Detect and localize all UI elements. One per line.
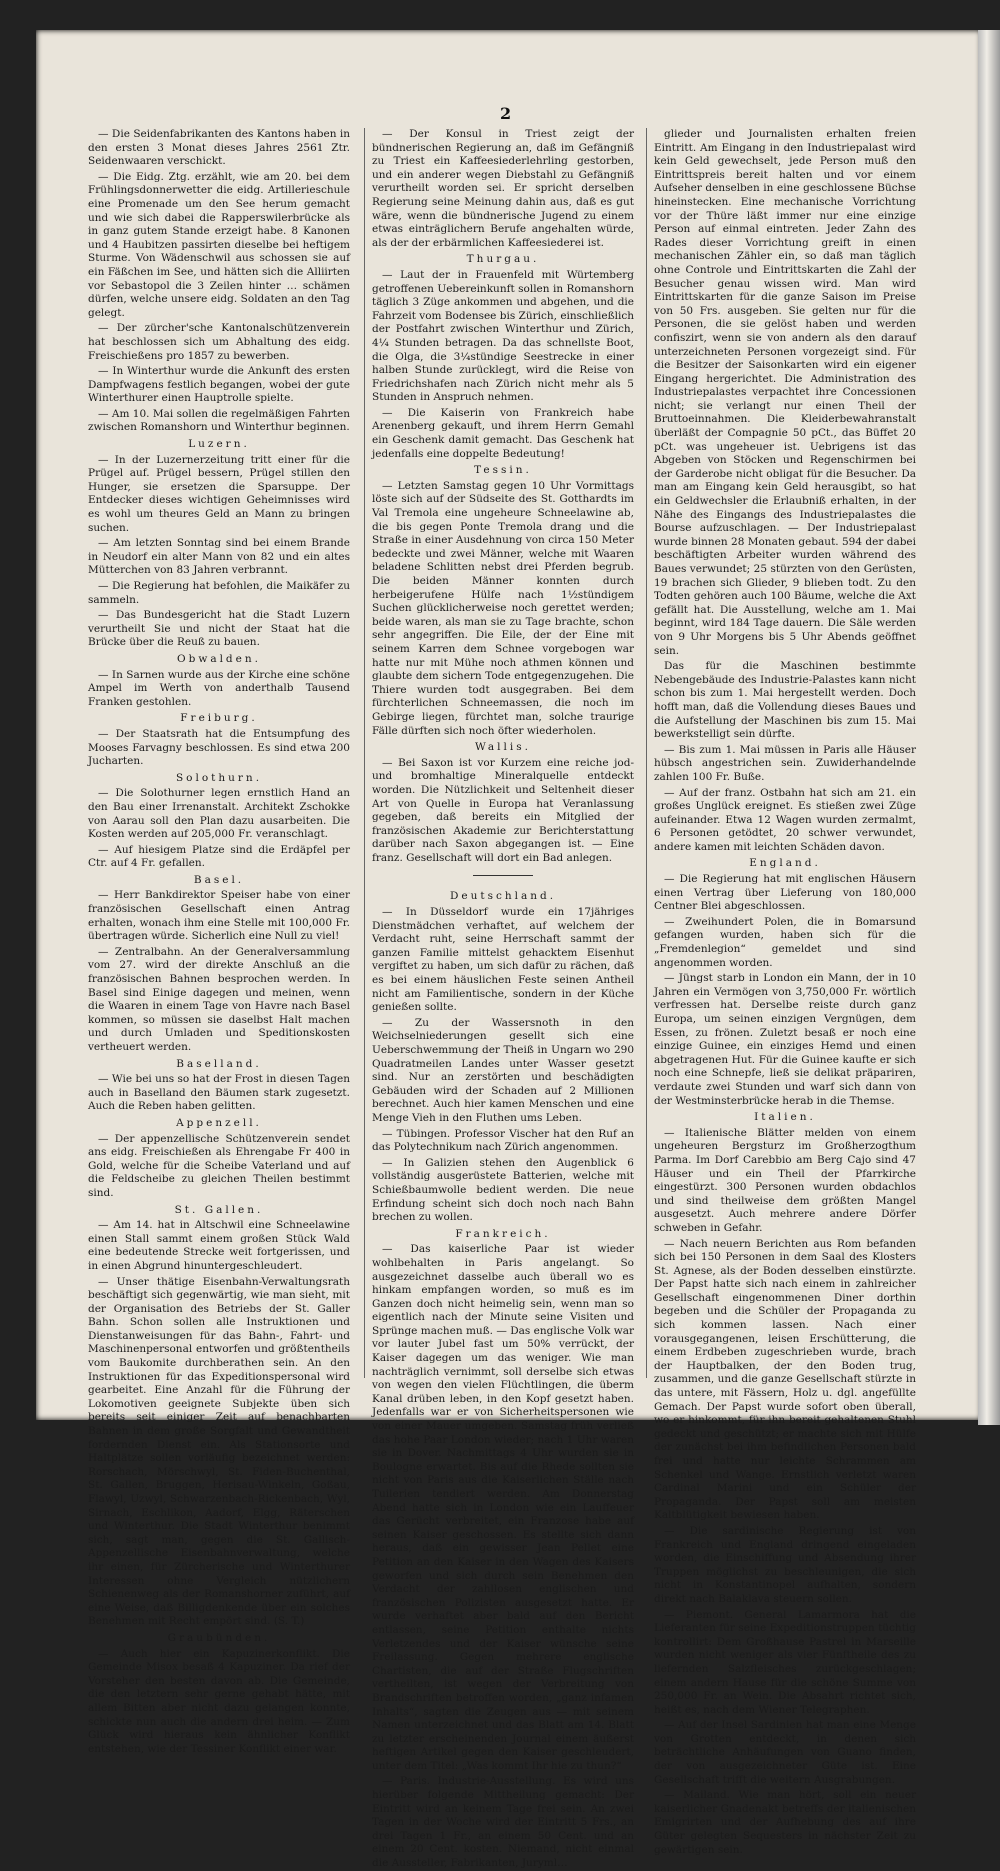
section-heading: England.: [749, 857, 821, 870]
article-paragraph: — Laut der in Frauenfeld mit Würtemberg getroffenen Uebereinkunft sollen in Romanshorn täglich 3 Züge ankommen und abgehen, und die Fahrzeit vom Bodensee bis Zürich, einschließlich der Postfahrt zwischen Winterthur und Zürich, 4¼ Stunden betragen. Da das schnellste Boot, die Olga, die 3¼stündige Seestrecke in einer halben Stunde zurücklegt, wird die Reise von Friedrichshafen nach Zürich nicht mehr als 5 Stunden in Anspruch nehmen.: [372, 268, 634, 404]
article-paragraph: — Die Seidenfabrikanten des Kantons haben in den ersten 3 Monat dieses Jahres 2561 Ztr. Seidenwaaren verschickt.: [88, 128, 350, 168]
section-heading: Basel.: [193, 873, 245, 886]
column-3: [654, 128, 916, 1856]
article-paragraph: — Mailand. Wie man hört, soll ein neuer kaiserlicher Gnadenakt betreffs der italienischen Emigrirten und der Aufhebung des auf ihre Güter gelegten Sequesters in nächster Zeit zu gewärtigen sein.: [654, 1789, 916, 1856]
section-heading: Obwalden.: [177, 652, 261, 665]
column-divider-2: [646, 128, 647, 1378]
article-paragraph: — In Winterthur wurde die Ankunft des ersten Dampfwagens festlich begangen, wobei der gute Winterthurer einen Hauptrolle spielte.: [88, 365, 350, 405]
section-heading: Baselland.: [176, 1057, 262, 1070]
article-paragraph: — Bei Saxon ist vor Kurzem eine reiche jod- und bromhaltige Mineralquelle entdeckt worden. Die Nützlichkeit und Seltenheit dieser Art von Quelle in Europa hat Veranlassung gegeben, daß bereits ein Mitglied der französischen Akademie zur Berichterstattung darüber nach Saxon abgegangen ist. — Eine franz. Gesellschaft will dort ein Bad anlegen.: [372, 756, 634, 864]
article-paragraph: — Am 14. hat in Altschwil eine Schneelawine einen Stall sammt einem großen Stück Wald eine bedeutende Strecke weit fortgerissen, und in einen Abgrund hinuntergeschleudert.: [88, 1219, 350, 1272]
article-paragraph: — Auch hier ein Kapuzinerkonflikt. Die Gemeinde Misox besaß 4 Kapuziner. Da rief der Vorsteher den besten davon ab. Die Gemeinde, die den letztern sehr gerne gehabt hätte, mit allem Bitten aber nicht dazu gelangen konnte, schickte nun auch die andern drei heim. — Zum Glück wird hieraus kein ähnlicher Konflikt entstehen, wie der Tessiner Konflikt einer war.: [88, 1647, 350, 1755]
article-paragraph: — In der Luzernerzeitung tritt einer für die Prügel auf. Prügel bessern, Prügel stillen den Hunger, sie ersetzen die Sparsuppe. Der Entdecker dieses wichtigen Geheimnisses wird es wohl um theures Geld an Mann zu bringen suchen.: [88, 453, 350, 534]
article-paragraph: — Das Bundesgericht hat die Stadt Luzern verurtheilt Sie und nicht der Staat hat die Brücke über die Reuß zu bauen.: [88, 609, 350, 649]
section-heading: Luzern.: [188, 438, 250, 451]
article-paragraph: — Die sardinische Regierung ist von Frankreich und England dringend eingeladen worden, die Einschiffung und Absendung ihrer Truppen möglichst zu beschleunigen, die sich nicht in Konstantinopel aufhalten, sondern direkt nach Balaklava steuern sollen.: [654, 1524, 916, 1605]
article-paragraph: — Auf der franz. Ostbahn hat sich am 21. ein großes Unglück ereignet. Es stießen zwei Züge aufeinander. Etwa 12 Wagen wurden zermalmt, 6 Personen getödtet, 20 schwer verwundet, andere kamen mit leichten Schäden davon.: [654, 786, 916, 853]
article-paragraph: — Der Staatsrath hat die Entsumpfung des Mooses Farvagny beschlossen. Es sind etwa 200 Jucharten.: [88, 727, 350, 768]
article-paragraph: — In Düsseldorf wurde ein 17jähriges Dienstmädchen verhaftet, auf welchem der Verdacht ruht, seine Herrschaft sammt der ganzen Familie mittelst gehacktem Eisenhut vergiftet zu haben, um sich dafür zu rächen, daß es bei einem häuslichen Feste seinen Antheil nicht am Familientische, sondern in der Küche genießen sollte.: [372, 906, 634, 1014]
article-paragraph: — Wie bei uns so hat der Frost in diesen Tagen auch in Baselland den Bäumen stark zugesetzt. Auch die Reben haben gelitten.: [88, 1073, 350, 1113]
article-paragraph: — Piemont. General Lamarmora hat die Lieferanten für seine Expeditionstruppen tüchtig kontrollirt: Dem Großhause Pastrel in Marseille wurden nicht weniger als vier Fünftheile des zu liefernden Salzfleisches zurückgeschlagen; einem andern Hause für die schöne Summe von 250,000 Fr. an Wein. Die Absahrt richtet sich, heißt es, nach dem Wiener Telegraphen.: [654, 1608, 916, 1716]
article-paragraph: — Der zürcher'sche Kantonalschützenverein hat beschlossen sich um Abhaltung des eidg. Freischießens pro 1857 zu bewerben.: [88, 322, 350, 362]
article-paragraph: — Zu der Wassersnoth in den Weichselniederungen gesellt sich eine Ueberschwemmung der Theiß in Ungarn wo 290 Quadratmeilen Landes unter Wasser gesetzt sind. Nur an zerstörten und beschädigten Gebäuden wird der Schaden auf 2 Millionen berechnet. Auch hier kamen Menschen und eine Menge Vieh in den Fluthen ums Leben.: [372, 1016, 634, 1124]
article-paragraph: — Herr Bankdirektor Speiser habe von einer französischen Gesellschaft einen Antrag erhalten, wonach ihm eine Stelle mit 100,000 Fr. übertragen würde. Sicherlich eine Null zu viel!: [88, 889, 350, 943]
article-paragraph: — Zentralbahn. An der Generalversammlung vom 27. wird der direkte Anschluß an die französischen Bahnen besprochen werden. In Basel sind Einige dagegen und meinen, wenn die Waaren in einem Tage von Havre nach Basel kommen, so müssen sie daselbst Halt machen und durch Umladen und Speditionskosten vertheuert werden.: [88, 945, 350, 1053]
section-heading: Appenzell.: [176, 1116, 262, 1129]
section-heading: Wallis.: [475, 741, 531, 754]
article-paragraph: — Paris. Industrie-Ausstellung. Es wird uns hierüber folgende Mittheilung gemacht: Der Eintritt wird an keinem Tage frei sein. An zwei Tagen in der Woche wird der Eintritt 5 Frs., an drei Tagen 1 Fr., an einem 50 Cent. und an einem 20 Cent. kosten. Niemand, nicht einmal die Aussteller, Fabrikanten, Juryml…: [372, 1775, 634, 1870]
article-paragraph: — Jüngst starb in London ein Mann, der in 10 Jahren ein Vermögen von 3,750,000 Fr. wörtlich verfressen hat. Derselbe reiste durch ganz Europa, um seinen einzigen Vergnügen, dem Essen, zu frönen. Zuletzt besaß er noch eine einzige Guinee, ein einziges Hemd und einen abgetragenen Hut. Für die Guinee kaufte er sich noch eine Schnepfe, ließ sie delikat präpariren, verdaute zwei Stunden und warf sich dann von der Westminsterbrücke herab in die Themse.: [654, 972, 916, 1107]
article-paragraph: — Italienische Blätter melden von einem ungeheuren Bergsturz im Großherzogthum Parma. Im Dorf Carebbio am Berg Cajo sind 47 Häuser und ein Theil der Pfarrkirche eingestürzt. 300 Personen wurden obdachlos und sind theilweise dem größten Mangel ausgesetzt. Auch mehrere andere Dörfer schweben in Gefahr.: [654, 1126, 916, 1234]
article-paragraph: — In Galizien stehen den Augenblick 6 vollständig ausgerüstete Batterien, welche mit Schießbaumwolle bedient werden. Die neue Erfindung scheint sich doch noch nach Bahn brechen zu wollen.: [372, 1156, 634, 1224]
article-paragraph: — Nach neuern Berichten aus Rom befanden sich bei 150 Personen in dem Saal des Klosters St. Agnese, als der Boden desselben einstürzte. Der Papst hatte sich nach einem in zahlreicher Gesellschaft eingenommenen Diner dorthin begeben und die Schüler der Propaganda zu sich kommen lassen. Nach einer vorausgegangenen, leisen Erschütterung, die einem Erdbeben zugeschrieben wurde, brach der Hauptbalken, der den Boden trug, zusammen, und die ganze Gesellschaft stürzte in das untere, mit Fässern, Holz u. dgl. angefüllte Gemach. Der Papst wurde sofort oben überall, wo er hinkommt, für ihn bereit gehaltenen Stuhl gedeckt und geschützt; er machte sich mit Hülfe der zunächst bei ihm befindlichen Personen bald frei und hatte nur leichte Schrammen am Schenkel und Wange. Ernstlich verletzt waren Cardinal Marini und ein Schüler der Propaganda. Der Papst soll am meisten Kaltblütigkeit bewiesen haben.: [654, 1237, 916, 1522]
section-rule: [473, 875, 533, 876]
article-paragraph: — Das kaiserliche Paar ist wieder wohlbehalten in Paris angelangt. So ausgezeichnet dasselbe auch überall wo es hinkam empfangen worden, so muß es im Ganzen doch nicht heimelig sein, wenn man so eigentlich nach der Minute seine Visiten und Sprünge machen muß. — Das englische Volk war vor lauter Jubel fast um 50% verrückt, der Kaiser dagegen um das weniger. Wie man nachträglich vernimmt, soll derselbe sich etwas von wegen den vielen Flüchtlingen, die überm Kanal drüben leben, in den Kopf gesetzt haben. Jedenfalls war er von Sicherheitspersonen wie von einer Mauer umgeben. Samstag früh verließ das hohe Paar London wieder; nach 1 Uhr waren sie in Dover. Nachmittags 4 Uhr wurden sie in Boulogne erwartet. Bis auf die Rhede sollten sie nicht von Paris aus die Kaiserlichen Ställe nach Tuilerien tendiert werden. Am Donnerstag Abend hatte sich in London wie ein Lauffeuer das Gerücht verbreitet, ein Franzose habe auf seinen Kaiser geschossen. Es stellte sich dann heraus, daß ein gewisser Jean Pellet eine Petition an den Kaiser in den Wagen des Kaisers geworfen und sich durch sein Benehmen den Verdacht der zahllosen englischen und französischen Polizisten ausgesetzt hatte. Er wurde verhaftet aber bald auf den Bericht entlassen, seine Petition enthalte nichts Verletzendes und der Kaiser wünsche seine Freilassung. Gegen mehrere englische Chartisten, die auf der Straße Flugschriften vertheilten, ist wegen der Verbreitung von Brandschriften betroffen worden, „ganz infamen Inhalts“, sagten die Zeugen aus — mit seinem Namen unterzeichnet und das Blatt am 14. Blatt zu letzter erscheinenden Journal einem äußerst heftigen Artikel gegen den Kaiser geschleudert, unter dem Titel: „Was kommt Ihr hie zu thun?“: [372, 1243, 634, 1772]
article-paragraph: — Am letzten Sonntag sind bei einem Brande in Neudorf ein alter Mann von 82 und ein altes Mütterchen von 83 Jahren verbrannt.: [88, 537, 350, 577]
article-paragraph: Das für die Maschinen bestimmte Nebengebäude des Industrie-Palastes kann nicht schon bis zum 1. Mai hergestellt werden. Doch hofft man, daß die Vollendung dieses Baues und die Aufstellung der Maschinen bis zum 15. Mai bewerkstelligt sein dürfte.: [654, 660, 916, 741]
article-paragraph: — In Sarnen wurde aus der Kirche eine schöne Ampel im Werth von anderthalb Tausend Franken gestohlen.: [88, 668, 350, 708]
article-paragraph: — Der appenzellische Schützenverein sendet ans eidg. Freischießen als Ehrengabe Fr 400 in Gold, welche für die Scheibe Vaterland und auf die Feldscheibe zu gleichen Theilen bestimmt sind.: [88, 1132, 350, 1199]
section-heading: Deutschland.: [449, 890, 557, 903]
page-edge: [978, 30, 1000, 1425]
article-paragraph: — Zweihundert Polen, die in Bomarsund gefangen wurden, haben sich für die „Fremdenlegion“ gemeldet und sind angenommen worden.: [654, 915, 916, 969]
article-paragraph: — Auf hiesigem Platze sind die Erdäpfel per Ctr. auf 4 Fr. gefallen.: [88, 843, 350, 870]
article-paragraph: — Die Eidg. Ztg. erzählt, wie am 20. bei dem Frühlingsdonnerwetter die eidg. Artillerieschule eine Promenade um den See herum gemacht und wie sich dabei die Rapperswilerbrücke als in ganz gutem Stande erzeigt habe. 8 Kanonen und 4 Haubitzen passirten dieselbe bei heftigem Sturme. Von Wädenschwil aus schossen sie auf ein Fäßchen im See, und hätten sich die Alliirten vor Sebastopol die 3 Zeilen hinter … schämen dürfen, welche unsere eidg. Soldaten an den Tag gelegt.: [88, 170, 350, 319]
article-paragraph: — Die Regierung hat mit englischen Häusern einen Vertrag über Lieferung von 180,000 Centner Blei abgeschlossen.: [654, 873, 916, 913]
article-paragraph: — Unser thätige Eisenbahn-Verwaltungsrath beschäftigt sich gegenwärtig, wie man sieht, mit der Organisation des Betriebs der St. Galler Bahn. Schon sollen alle Instruktionen und Dienstanweisungen für das Bahn-, Fahrt- und Maschinenpersonal entworfen und größtentheils vom Baukomite durchberathen sein. An den Instruktionen für das Expeditionspersonal wird gearbeitet. Eine Anzahl für die Führung der Lokomotiven geeignete Subjekte üben sich bereits seit einiger Zeit auf benachbarten Bahnen in dem große Sorgfalt und Gewandtheit fordernden Dienst ein. Als Stationsorte und Haltplätze sollen vorläufig bezeichnet werden: Rorschach, Mörschwyl, St. Fiden-Buchenthal, St. Gallen, Bruggen, Herisau-Winkeln, Goßau, Flawyl, Uzwyl, Schwarzenbach-Rickenbach, Wyl, Sirnach, Eschlikon, Aadorf, Elgg, Räterschen und Winterthur. Die Stadt Winterthur benimmt sich, sagt man, gegen die St. Gallisch-Appenzellische Eisenbahnverwaltung, welche ihr einen, für Zürcherische und Winterthurer Interessen ohne Vergleich nützlichern Schienenweg als der Romanshorner zuführt, auf eine Weise, daß Billigdenkende über ein solches Benehmen mit Recht empört sind. (S. T.): [88, 1275, 350, 1628]
article-paragraph: — Die Regierung hat befohlen, die Maikäfer zu sammeln.: [88, 580, 350, 606]
article-paragraph: — Die Solothurner legen ernstlich Hand an den Bau einer Irrenanstalt. Architekt Zschokke von Aarau soll den Plan dazu ausarbeiten. Die Kosten werden auf 205,000 Fr. veranschlagt.: [88, 787, 350, 841]
column-divider-1: [364, 128, 365, 1378]
page-number: 2: [500, 104, 512, 123]
article-paragraph: — Der Konsul in Triest zeigt der bündnerischen Regierung an, daß im Gefängniß zu Triest ein Kaffeesiederlehrling gestorben, und ein anderer wegen Diebstahl zu Gefängniß verurtheilt worden sei. Er spricht derselben Regierung seine Meinung dahin aus, daß es gut wäre, wenn die bündnerische Jugend zu einem etwas einträglichern Berufe angehalten würde, als der der erbärmlichen Kaffeesiederei ist.: [372, 128, 634, 249]
article-paragraph: — Tübingen. Professor Vischer hat den Ruf an das Polytechnikum nach Zürich angenommen.: [372, 1127, 634, 1154]
article-paragraph: — Letzten Samstag gegen 10 Uhr Vormittags löste sich auf der Südseite des St. Gotthardts im Val Tremola eine ungeheure Schneelawine ab, die bis gegen Ponte Tremola drang und die Straße in einer Ausdehnung von circa 150 Meter bedeckte und zwei Männer, welche mit Waaren beladene Schlitten nebst drei Pferden begrub. Die beiden Männer konnten durch herbeigerufene Hülfe nach 1½stündigem Suchen glücklicherweise noch gerettet werden; beide waren, als man sie zu Tage brachte, schon sehr angegriffen. Die Eile, der der Eine mit seinem Karren dem Schnee vorgebogen war hatte nur mit Mühe noch athmen können und glaubte dem sichern Tode entgegenzugehen. Die Thiere wurden todt ausgegraben. Bei dem fürchterlichen Schneemassen, die noch im Gebirge liegen, fürchtet man, solche traurige Fälle dürften sich noch öfter wiederholen.: [372, 479, 634, 737]
section-heading: Graubünden.: [167, 1631, 271, 1644]
column-2: [372, 128, 634, 1870]
article-paragraph: — Die Kaiserin von Frankreich habe Arenenberg gekauft, und ihrem Herrn Gemahl ein Geschenk damit gemacht. Das Geschenk hat jedenfalls eine doppelte Bedeutung!: [372, 406, 634, 460]
section-heading: Tessin.: [474, 464, 532, 477]
column-1: [88, 128, 350, 1755]
section-heading: Italien.: [754, 1111, 816, 1124]
section-heading: Thurgau.: [466, 253, 540, 266]
section-heading: Solothurn.: [175, 771, 263, 784]
article-paragraph: glieder und Journalisten erhalten freien Eintritt. Am Eingang in den Industriepalast wird kein Geld gewechselt, jede Person muß den Eintrittspreis bereit halten und vor einem Aufseher denselben in eine geschlossene Büchse hineinstecken. Eine mechanische Vorrichtung vor der Thüre läßt immer nur eine einzige Person auf einmal eintreten. Jeder Zahn des Rades dieser Vorrichtung greift in einen mechanischen Zähler ein, so daß man täglich ohne Controle und Eintrittskarten die Zahl der Besucher genau wissen wird. Man wird Eintrittskarten für die ganze Saison im Preise von 50 Frs. ausgeben. Sie gelten nur für die Personen, die sie gelöst haben und werden confiszirt, wenn sie von andern als den darauf unterzeichneten Personen vorgezeigt sind. Für die Besitzer der Saisonkarten wird ein eigener Eingang hergerichtet. Die Administration des Industriepalastes verpachtet ihre Concessionen nicht; sie verlangt nur einen Theil der Bruttoeinnahmen. Die Kleiderbewahranstalt überläßt der Compagnie 50 pCt., das Büffet 20 pCt. was ungeheuer ist. Uebrigens ist das Abgeben von Stöcken und Regenschirmen bei der Garderobe nicht obligat für die Besucher. Da man am Eingang kein Geld herausgibt, so hat ein Geldwechsler die Erlaubniß erhalten, in der Nähe des Eingangs des Industriepalastes die Bourse aufzuschlagen. — Der Industriepalast wurde binnen 28 Monaten gebaut. 594 der dabei beschäftigten Arbeiter wurden während des Baues verwundet; 25 stürzten von den Gerüsten, 19 brachen sich Glieder, 9 blieben todt. Zu den Todten gehören auch 100 Bäume, welche die Axt gefällt hat. Die Ausstellung, welche am 1. Mai beginnt, wird 184 Tage dauern. Die Säle werden von 9 Uhr Morgens bis 5 Uhr Abends geöffnet sein.: [654, 128, 916, 657]
article-paragraph: — Am 10. Mai sollen die regelmäßigen Fahrten zwischen Romanshorn und Winterthur beginnen.: [88, 407, 350, 434]
section-heading: Frankreich.: [455, 1227, 551, 1240]
article-paragraph: — Auf der Insel Sardinien hat man eine Menge von Grotten entdeckt, in denen sich beträchtliche Anhäufungen von Guano finden, der von ausgezeichneter Güte ist. Eine Gesellschaft trifft die weitern Ausgrabungen.: [654, 1719, 916, 1786]
article-paragraph: — Bis zum 1. Mai müssen in Paris alle Häuser hübsch angestrichen sein. Zuwiderhandelnde zahlen 100 Fr. Buße.: [654, 743, 916, 783]
section-heading: St. Gallen.: [174, 1203, 264, 1216]
section-heading: Freiburg.: [180, 712, 258, 725]
